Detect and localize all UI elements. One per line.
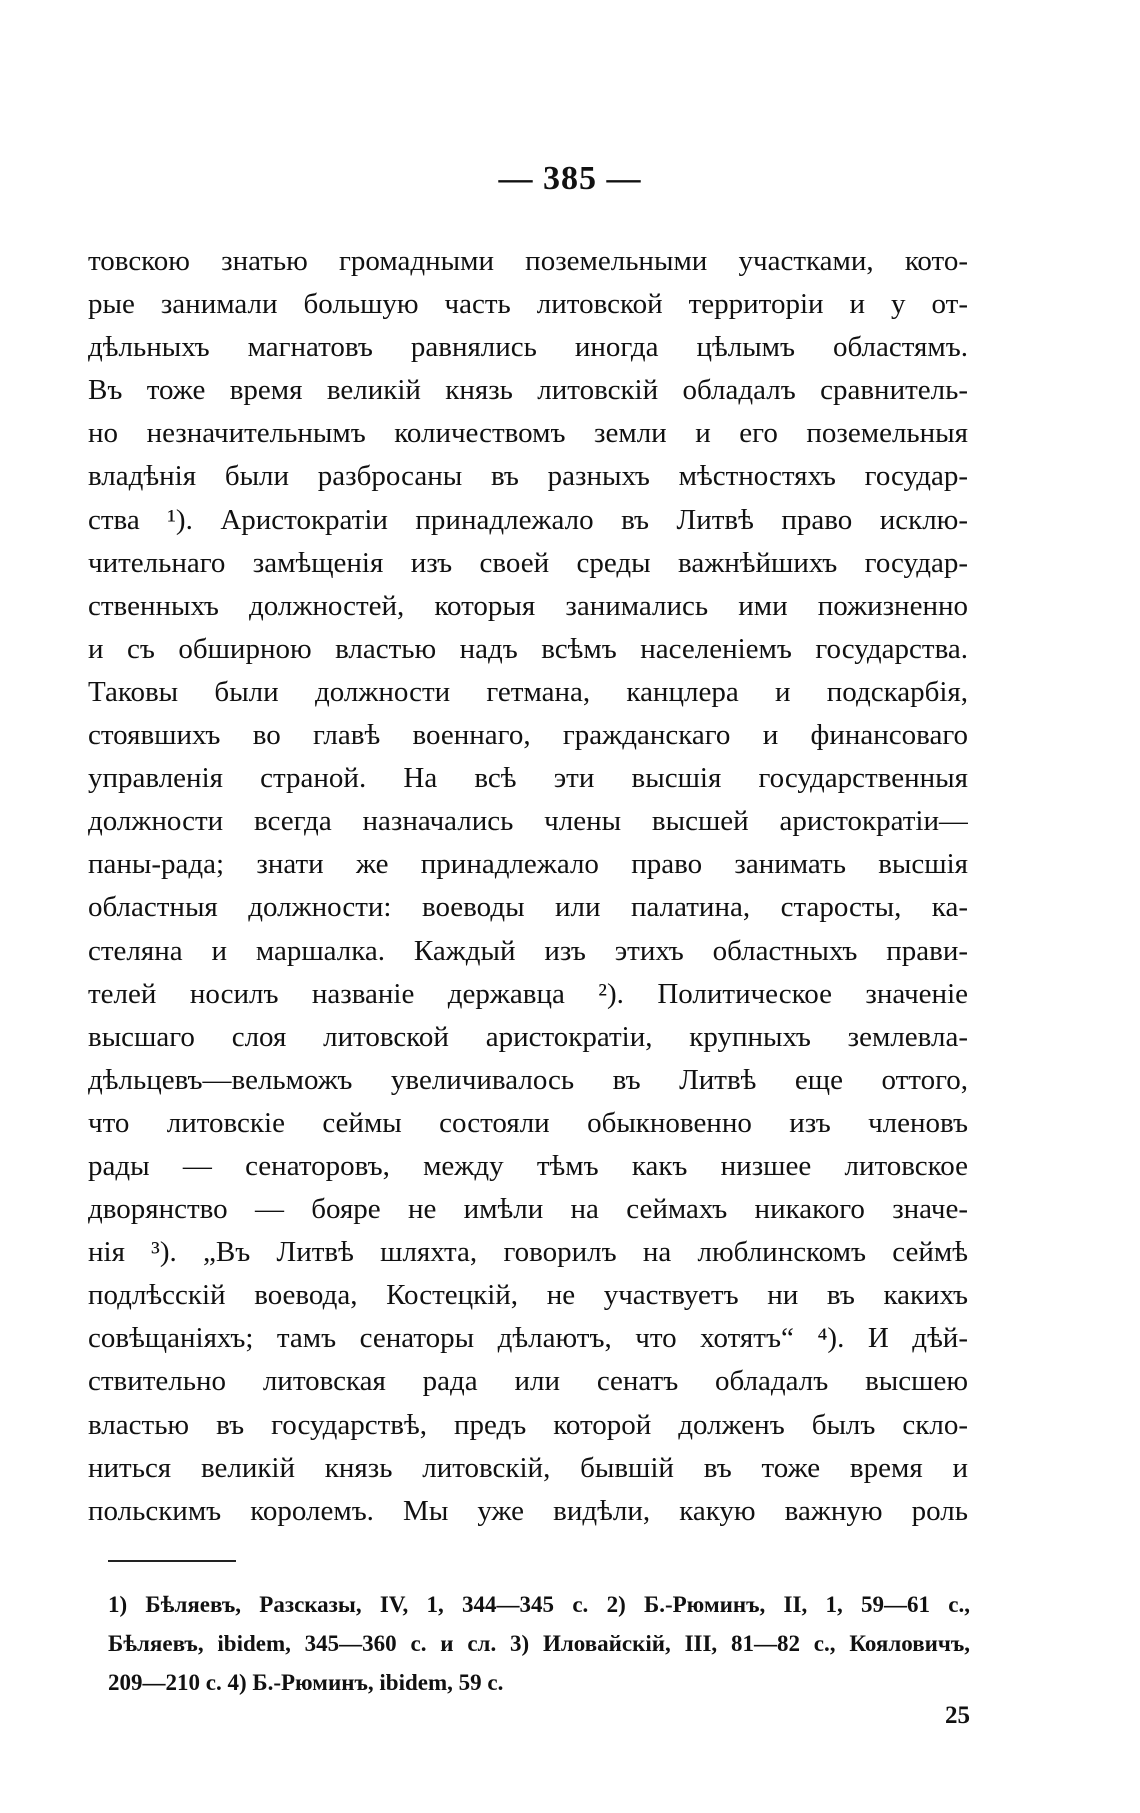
text-line: дѣльныхъ магнатовъ равнялись иногда цѣлымъ областямъ. [88, 331, 968, 364]
footnote-divider [108, 1560, 236, 1562]
body-text [88, 240, 968, 1533]
text-line: властью въ государствѣ, предъ которой долженъ былъ скло- [88, 1408, 968, 1441]
text-line: дѣльцевъ—вельможъ увеличивалось въ Литвѣ еще оттого, [88, 1063, 968, 1096]
footnotes [108, 1585, 970, 1702]
signature-mark: 25 [945, 1702, 970, 1729]
text-line: управленія страной. На всѣ эти высшія государственныя [88, 762, 968, 795]
footnote-line: 1) Бѣляевъ, Разсказы, IV, 1, 344—345 с. 2) Б.-Рюминъ, II, 1, 59—61 с., [108, 1592, 970, 1617]
text-line: товскою знатью громадными поземельными участками, кото- [88, 245, 968, 277]
text-line: Въ тоже время великій князь литовскій обладалъ сравнитель- [88, 374, 968, 407]
text-line: высшаго слоя литовской аристократіи, крупныхъ землевла- [88, 1020, 968, 1053]
text-line: стоявшихъ во главѣ военнаго, гражданскаго и финансоваго [88, 719, 968, 752]
text-line: что литовскіе сеймы состояли обыкновенно изъ членовъ [88, 1106, 968, 1139]
text-line: и съ обширною властью надъ всѣмъ населеніемъ государства. [88, 632, 968, 665]
text-line: ниться великій князь литовскій, бывшій въ тоже время и [88, 1451, 968, 1484]
footnote-line: Бѣляевъ, ibidem, 345—360 с. и сл. 3) Иловайскій, III, 81—82 с., Кояловичъ, [108, 1631, 970, 1656]
text-line: ствительно литовская рада или сенатъ обладалъ высшею [88, 1365, 968, 1398]
text-line: должности всегда назначались члены высшей аристократіи— [88, 805, 968, 838]
page-number: — 385 — [498, 160, 642, 197]
text-line: но незначительнымъ количествомъ земли и его поземельныя [88, 417, 968, 450]
text-line: польскимъ королемъ. Мы уже видѣли, какую важную роль [88, 1494, 968, 1527]
text-line: стеляна и маршалка. Каждый изъ этихъ областныхъ прави- [88, 934, 968, 967]
text-line: телей носилъ названіе державца ²). Политическое значеніе [88, 977, 968, 1010]
text-line: подлѣсскій воевода, Костецкій, не участвуетъ ни въ какихъ [88, 1279, 968, 1312]
footnote-line: 209—210 с. 4) Б.-Рюминъ, ibidem, 59 с. [108, 1670, 504, 1695]
text-line: совѣщаніяхъ; тамъ сенаторы дѣлаютъ, что хотятъ“ ⁴). И дѣй- [88, 1322, 968, 1355]
text-line: рые занимали большую часть литовской территоріи и у от- [88, 288, 968, 321]
text-line: Таковы были должности гетмана, канцлера и подскарбія, [88, 675, 968, 708]
text-line: областныя должности: воеводы или палатина, старосты, ка- [88, 891, 968, 924]
text-line: ства ¹). Аристократіи принадлежало въ Литвѣ право исклю- [88, 503, 968, 536]
text-line: нія ³). „Въ Литвѣ шляхта, говорилъ на люблинскомъ сеймѣ [88, 1236, 968, 1269]
text-line: рады — сенаторовъ, между тѣмъ какъ низшее литовское [88, 1149, 968, 1182]
text-line: дворянство — бояре не имѣли на сеймахъ никакого значе- [88, 1193, 968, 1226]
text-line: паны-рада; знати же принадлежало право занимать высшія [88, 848, 968, 881]
text-line: чительнаго замѣщенія изъ своей среды важнѣйшихъ государ- [88, 546, 968, 579]
text-line: владѣнія были разбросаны въ разныхъ мѣстностяхъ государ- [88, 460, 968, 493]
text-line: ственныхъ должностей, которыя занимались ими пожизненно [88, 589, 968, 622]
